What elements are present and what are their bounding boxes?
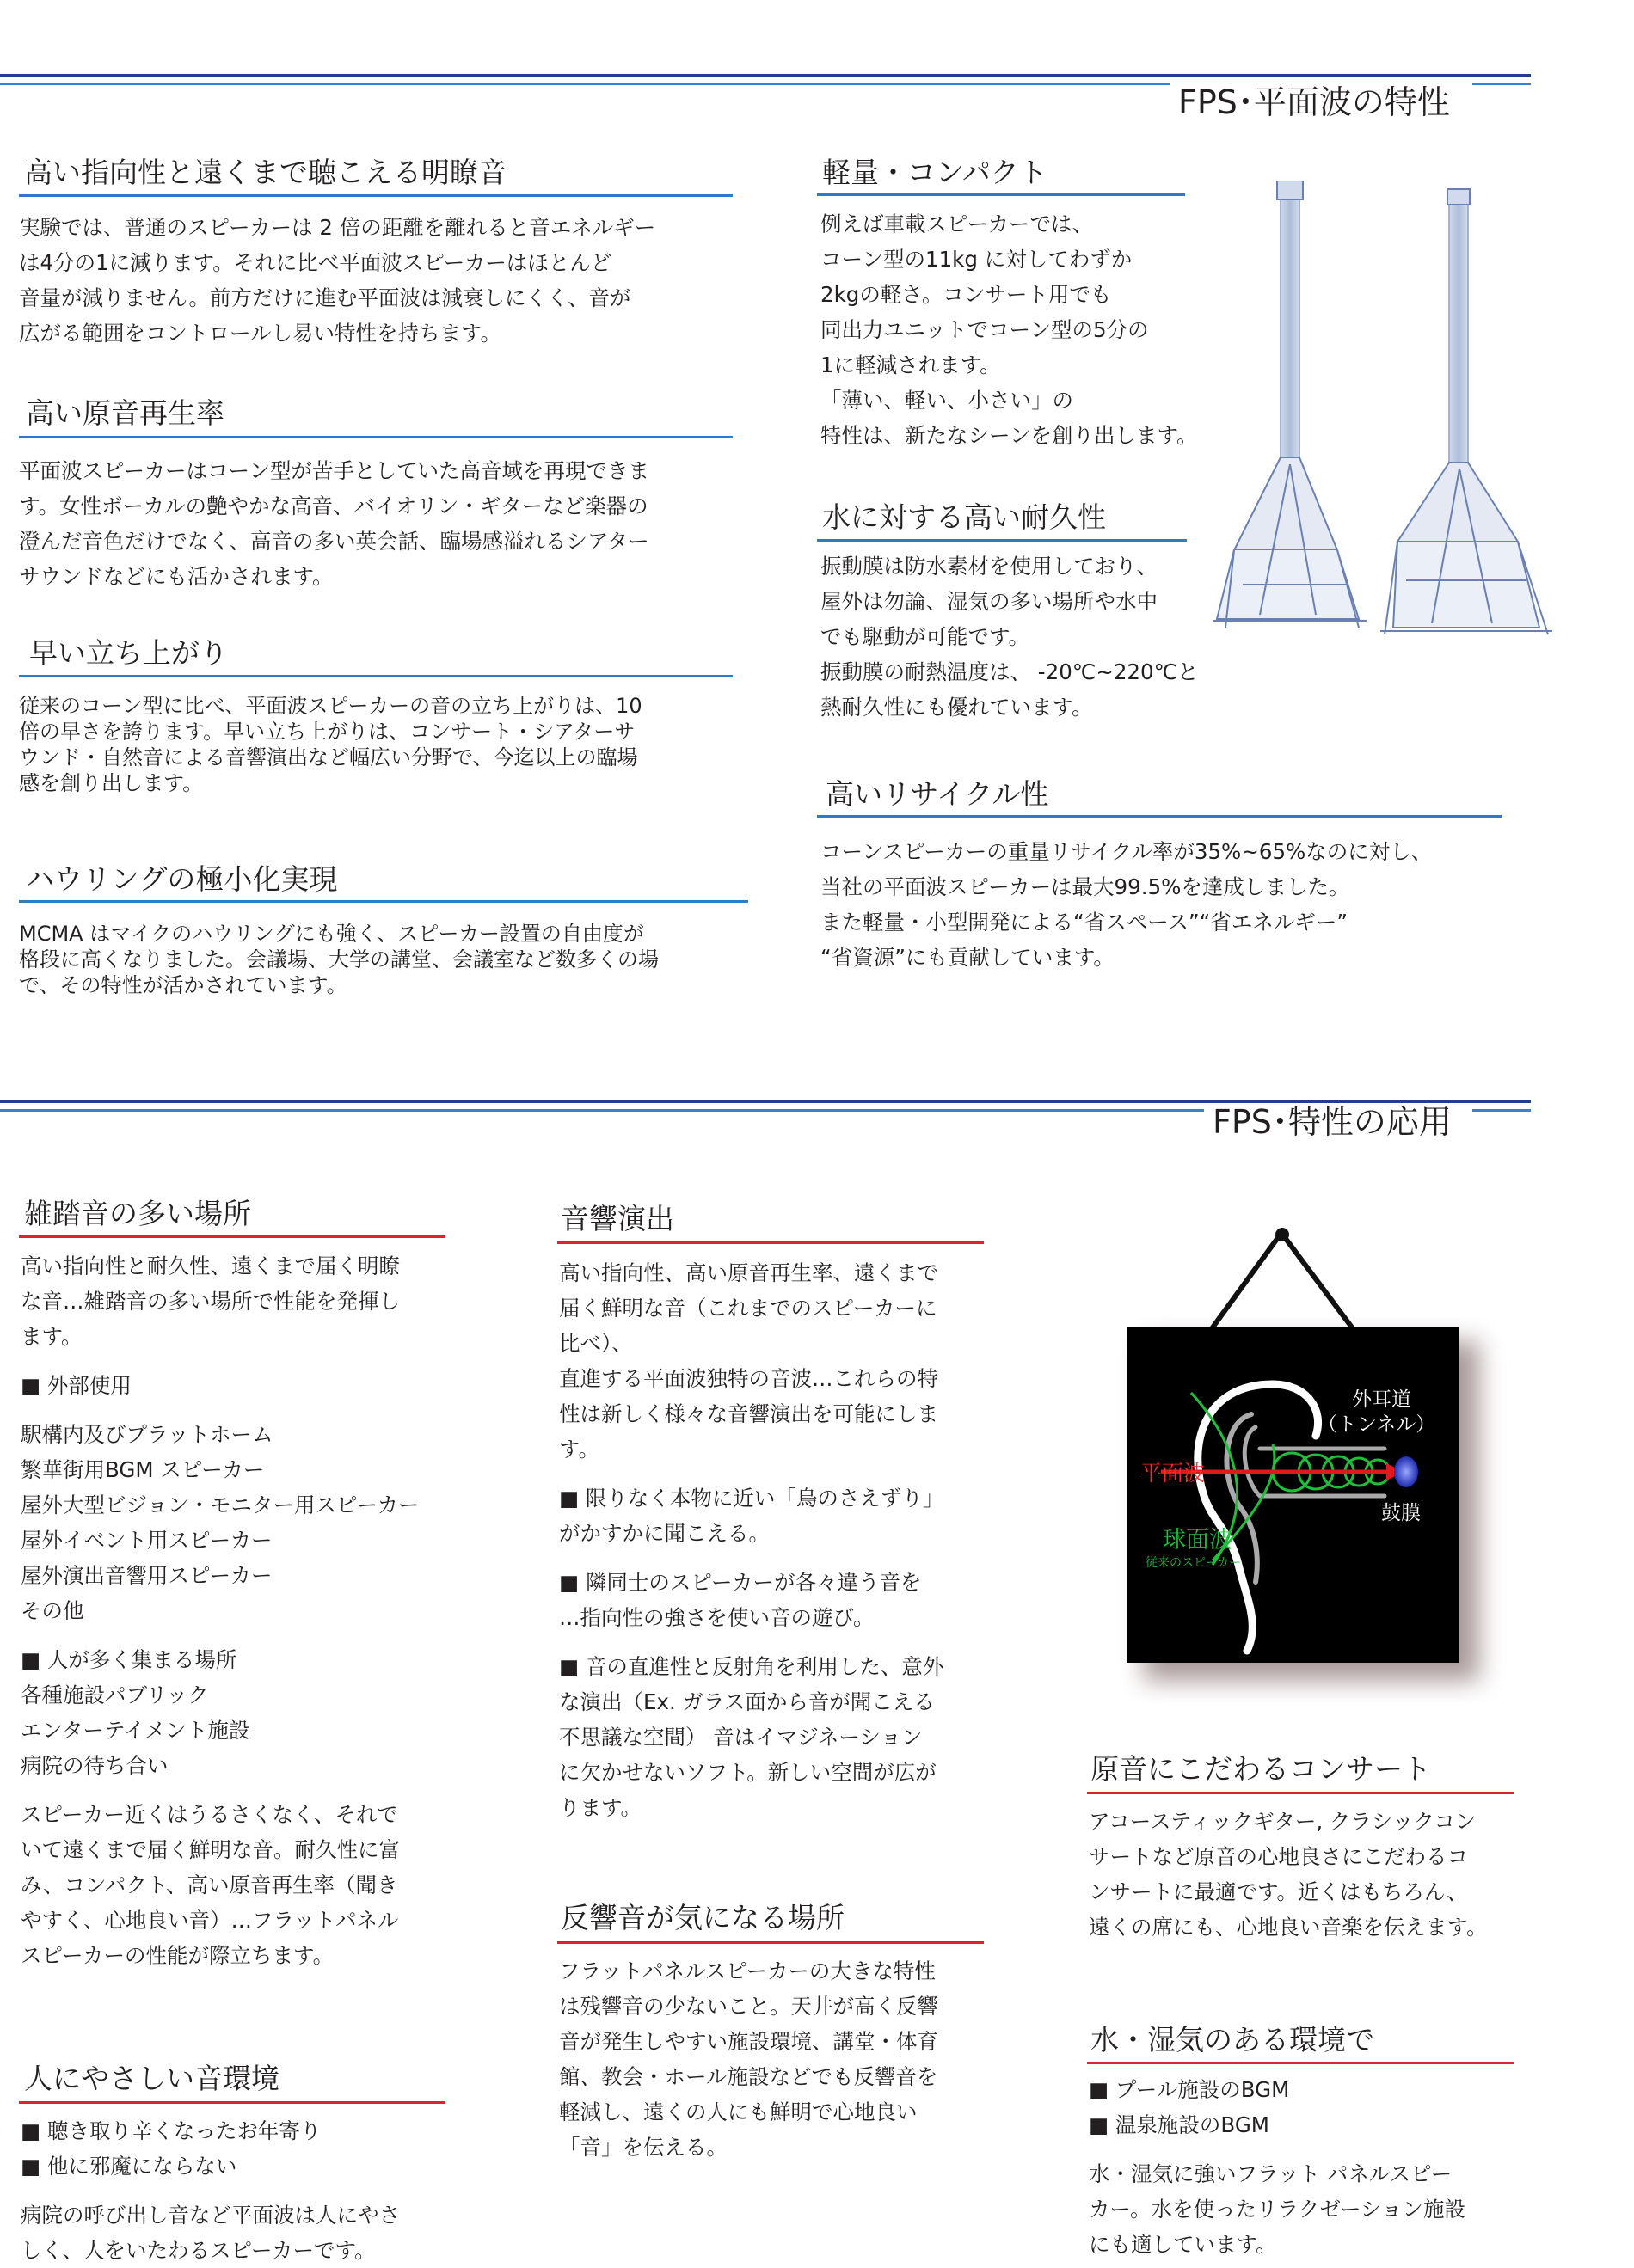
- heading-reverb-places: 反響音が気になる場所: [561, 1901, 845, 1934]
- heading-humid-environment: 水・湿気のある環境で: [1090, 2023, 1374, 2057]
- heading-underline: [19, 675, 733, 677]
- section1-rule-right: [1472, 83, 1531, 85]
- heading-underline: [19, 2101, 445, 2104]
- heading-underline: [19, 436, 733, 438]
- label-tunnel: （トンネル）: [1318, 1413, 1436, 1436]
- section2-rule-bottom: [0, 1109, 1204, 1112]
- paragraph-recyclability: コーンスピーカーの重量リサイクル率が35%~65%なのに対し、 当社の平面波スピーカーは最大99.5%を達成しました。 また軽量・小型開発による“省スペース”“省エネルギー” “省資源”にも貢献しています。: [820, 839, 1433, 970]
- heading-underline: [19, 194, 733, 197]
- heading-reproduction: 高い原音再生率: [26, 396, 224, 430]
- label-eardrum: 鼓膜: [1381, 1502, 1421, 1524]
- heading-concert: 原音にこだわるコンサート: [1090, 1752, 1431, 1786]
- section1-title: FPS･平面波の特性: [1178, 83, 1450, 121]
- label-conventional-speaker: 従来のスピーカー: [1146, 1556, 1242, 1570]
- label-spherical-wave: 球面波: [1163, 1527, 1232, 1554]
- section1-rule-top: [0, 74, 1531, 77]
- paragraph-gentle-sound: ■ 聴き取り辛くなったお年寄り ■ 他に邪魔にならない 病院の呼び出し音など平面波は人にやさ しく、人をいたわるスピーカーです。: [21, 2118, 400, 2263]
- heading-acoustic-staging: 音響演出: [561, 1202, 674, 1235]
- heading-underline: [19, 1235, 445, 1238]
- paragraph-howling: MCMA はマイクのハウリングにも強く、スピーカー設置の自由度が 格段に高くなりました。会議場、大学の講堂、会議室など数多くの場 で、その特性が活かされています。: [19, 922, 659, 997]
- paragraph-reproduction: 平面波スピーカーはコーン型が苦手としていた高音域を再現できま す。女性ボーカルの艶やかな高音、バイオリン・ギターなど楽器の 澄んだ音色だけでなく、高音の多い英会話、臨場感溢れるシアター サウンドなどにも活かされます。: [19, 458, 650, 589]
- heading-howling: ハウリングの極小化実現: [26, 862, 338, 896]
- paragraph-directivity: 実験では、普通のスピーカーは 2 倍の距離を離れると音エネルギー は4分の1に減ります。それに比べ平面波スピーカーはほとんど 音量が減りません。前方だけに進む平面波は減衰しにくく、音が 広がる範囲をコントロールし易い特性を持ちます。: [19, 215, 656, 346]
- section1-rule-bottom: [0, 83, 1170, 85]
- paragraph-concert: アコースティックギター, クラシックコン サートなど原音の心地良さにこだわるコ ンサートに最適です。近くはもちろん、 遠くの席にも、心地良い音楽を伝えます。: [1089, 1809, 1488, 1940]
- paragraph-humid-environment: ■ プール施設のBGM ■ 温泉施設のBGM 水・湿気に強いフラット パネルスピー カー。水を使ったリラクゼーション施設 にも適しています。: [1089, 2077, 1466, 2257]
- heading-lightweight: 軽量・コンパクト: [822, 156, 1047, 189]
- section2-title: FPS･特性の応用: [1213, 1103, 1452, 1141]
- heading-underline: [1087, 2062, 1514, 2064]
- heading-underline: [557, 1241, 984, 1244]
- paragraph-acoustic-staging: 高い指向性、高い原音再生率、遠くまで 届く鮮明な音（これまでのスピーカーに 比べ）、 直進する平面波独特の音波…これらの特 性は新しく様々な音響演出を可能にしま す。 ■ 限りなく本物に近い「鳥のさえずり」 がかすかに聞こえる。 ■ 隣同士のスピーカーが各々違う音を …指向性の強さを使い音の遊び。 ■ 音の直進性と反射角を利用した、意外 な演出（Ex. ガラス面から音が聞こえる 不思議な空間） 音はイマジネーション に欠かせないソフト。新しい空間が広が ります。: [559, 1260, 944, 1820]
- ear-diagram-illustration: [1109, 1221, 1505, 1702]
- paragraph-noisy-places: 高い指向性と耐久性、遠くまで届く明瞭 な音…雑踏音の多い場所で性能を発揮し ます。 ■ 外部使用 駅構内及びプラットホーム 繁華街用BGM スピーカー 屋外大型ビジョン・モニター用スピーカー 屋外イベント用スピーカー 屋外演出音響用スピーカー その他 ■ 人が多く集まる場所 各種施設パブリック エンターテイメント施設 病院の待ち合い スピーカー近くはうるさくなく、それで いて遠くまで届く鮮明な音。耐久性に富 み、コンパクト、高い原音再生率（聞き やすく、心地良い音）…フラットパネル スピーカーの性能が際立ちます。: [21, 1254, 420, 1968]
- heading-underline: [817, 815, 1502, 818]
- heading-water-durability: 水に対する高い耐久性: [822, 500, 1106, 534]
- heading-underline: [817, 193, 1185, 196]
- heading-directivity: 高い指向性と遠くまで聴こえる明瞭音: [24, 156, 507, 189]
- label-ear-canal: 外耳道: [1352, 1388, 1411, 1411]
- paragraph-reverb-places: フラットパネルスピーカーの大きな特性 は残響音の少ないこと。天井が高く反響 音が発生しやすい施設環境、講堂・体育 館、教会・ホール施設などでも反響音を 軽減し、遠くの人にも鮮明で心地良い 「音」を伝える。: [559, 1958, 938, 2160]
- heading-underline: [557, 1941, 984, 1944]
- paragraph-fast-rise: 従来のコーン型に比べ、平面波スピーカーの音の立ち上がりは、10 倍の早さを誇ります。早い立ち上がりは、コンサート・シアターサ ウンド・自然音による音響演出など幅広い分野で、今迄以上の臨場 感を創り出します。: [19, 694, 642, 795]
- heading-noisy-places: 雑踏音の多い場所: [24, 1197, 251, 1230]
- heading-fast-rise: 早い立ち上がり: [29, 636, 228, 670]
- heading-recyclability: 高いリサイクル性: [826, 777, 1049, 811]
- heading-underline: [19, 900, 748, 903]
- heading-gentle-sound: 人にやさしい音環境: [24, 2062, 280, 2095]
- paragraph-lightweight: 例えば車載スピーカーでは、 コーン型の11kg に対してわずか 2kgの軽さ。コンサート用でも 同出力ユニットでコーン型の5分の 1に軽減されます。 「薄い、軽い、小さい」の 特性は、新たなシーンを創り出します。: [820, 211, 1198, 448]
- paragraph-water-durability: 振動膜は防水素材を使用しており、 屋外は勿論、湿気の多い場所や水中 でも駆動が可能です。 振動膜の耐熱温度は、 -20℃~220℃と 熱耐久性にも優れています。: [820, 554, 1199, 720]
- heading-underline: [1087, 1792, 1514, 1794]
- section2-rule-right: [1472, 1109, 1531, 1112]
- label-plane-wave: 平面波: [1140, 1461, 1206, 1486]
- speaker-sketch-illustration: [1208, 181, 1561, 645]
- heading-underline: [817, 539, 1187, 542]
